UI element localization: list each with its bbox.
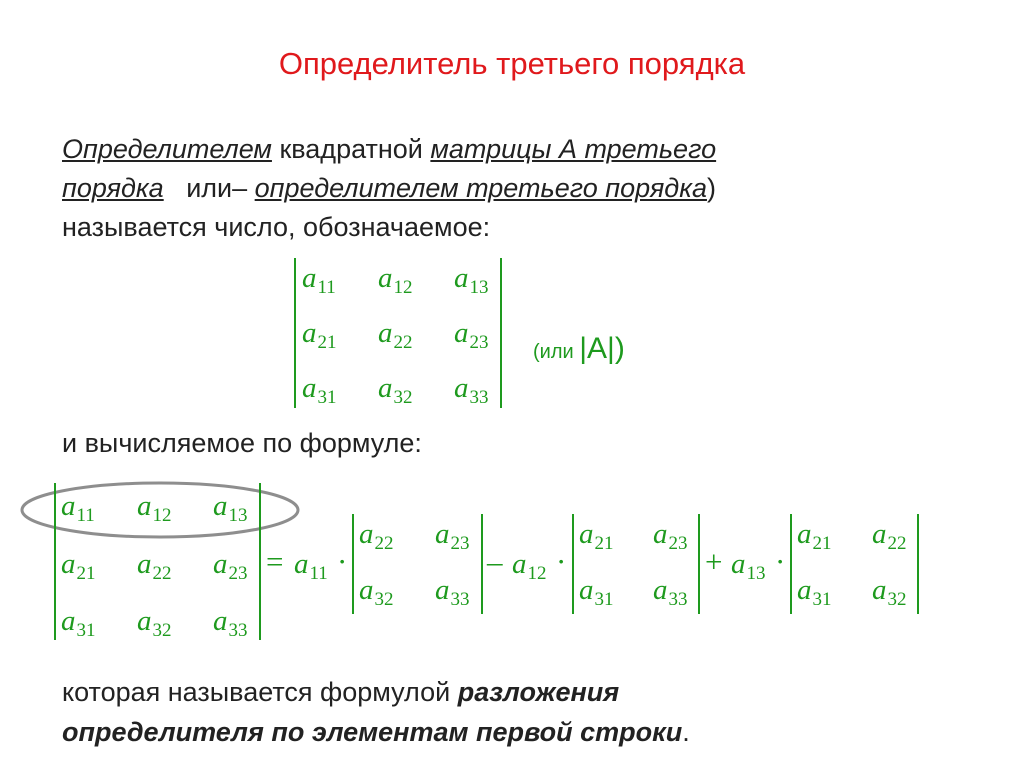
- term-third-order: определителем третьего порядка: [254, 173, 707, 203]
- minor2-entry: $a_{33}$: [653, 574, 688, 610]
- big-matrix-left-bar: [54, 483, 56, 640]
- term-determinant: Определителем: [62, 134, 272, 164]
- big-matrix-entry: $a_{12}$: [137, 490, 172, 526]
- equals-sign: =: [266, 544, 284, 579]
- minor1-left-bar: [352, 514, 354, 614]
- big-matrix-entry: $a_{23}$: [213, 548, 248, 584]
- matrix-entry: $a_{32}$: [378, 372, 413, 408]
- multiply-dot: ·: [556, 544, 567, 579]
- conclusion-text: [62, 672, 690, 752]
- minor2-entry: $a_{23}$: [653, 518, 688, 554]
- term-expansion: разложения: [457, 677, 620, 707]
- big-matrix-entry: $a_{21}$: [61, 548, 96, 584]
- page-title: Определитель третьего порядка: [278, 46, 746, 81]
- minor2-entry: $a_{31}$: [579, 574, 614, 610]
- big-matrix-entry: $a_{11}$: [61, 490, 95, 526]
- alt-notation: (или |A|): [533, 332, 625, 365]
- coefficient-a12: $a_{12}$: [512, 548, 547, 584]
- coefficient-a13: $a_{13}$: [731, 548, 766, 584]
- multiply-dot: ·: [775, 544, 786, 579]
- minor3-entry: $a_{22}$: [872, 518, 907, 554]
- text-paren: ): [706, 173, 716, 203]
- matrix-entry: $a_{23}$: [454, 317, 489, 353]
- plus-sign: +: [705, 544, 723, 579]
- multiply-dot: ·: [337, 544, 348, 579]
- matrix-entry: $a_{22}$: [378, 317, 413, 353]
- text-or: или–: [163, 173, 255, 203]
- term-first-row: определителя по элементам первой строки: [62, 717, 683, 747]
- minor1-entry: $a_{22}$: [359, 518, 394, 554]
- coefficient-a11: $a_{11}$: [294, 548, 328, 584]
- matrix-entry: $a_{11}$: [302, 262, 336, 298]
- term-order: порядка: [62, 173, 164, 203]
- big-matrix-entry: $a_{13}$: [213, 490, 248, 526]
- minor1-entry: $a_{32}$: [359, 574, 394, 610]
- term-matrix: матрицы А третьего: [430, 134, 717, 164]
- minor1-entry: $a_{33}$: [435, 574, 470, 610]
- big-matrix-entry: $a_{22}$: [137, 548, 172, 584]
- conclusion-line-1: которая называется формулой разложения: [62, 677, 620, 707]
- minor3-left-bar: [790, 514, 792, 614]
- conclusion-line-2: определителя по элементам первой строки.: [62, 717, 690, 747]
- text-square: квадратной: [271, 134, 431, 164]
- matrix-entry: $a_{33}$: [454, 372, 489, 408]
- minor3-entry: $a_{32}$: [872, 574, 907, 610]
- minor2-entry: $a_{21}$: [579, 518, 614, 554]
- minor1-right-bar: [481, 514, 483, 614]
- big-matrix-entry: $a_{32}$: [137, 605, 172, 641]
- minor1-entry: $a_{23}$: [435, 518, 470, 554]
- definition-line-3: называется число, обозначаемое:: [62, 212, 491, 242]
- matrix-entry: $a_{31}$: [302, 372, 337, 408]
- minor2-right-bar: [698, 514, 700, 614]
- computed-label: и вычисляемое по формуле:: [62, 428, 422, 458]
- matrix-entry: $a_{12}$: [378, 262, 413, 298]
- minus-sign: –: [487, 544, 503, 579]
- minor3-right-bar: [917, 514, 919, 614]
- minor2-left-bar: [572, 514, 574, 614]
- minor3-entry: $a_{21}$: [797, 518, 832, 554]
- big-matrix-entry: $a_{31}$: [61, 605, 96, 641]
- matrix-entry: $a_{13}$: [454, 262, 489, 298]
- matrix-entry: $a_{21}$: [302, 317, 337, 353]
- big-matrix-entry: $a_{33}$: [213, 605, 248, 641]
- minor3-entry: $a_{31}$: [797, 574, 832, 610]
- big-matrix-right-bar: [259, 483, 261, 640]
